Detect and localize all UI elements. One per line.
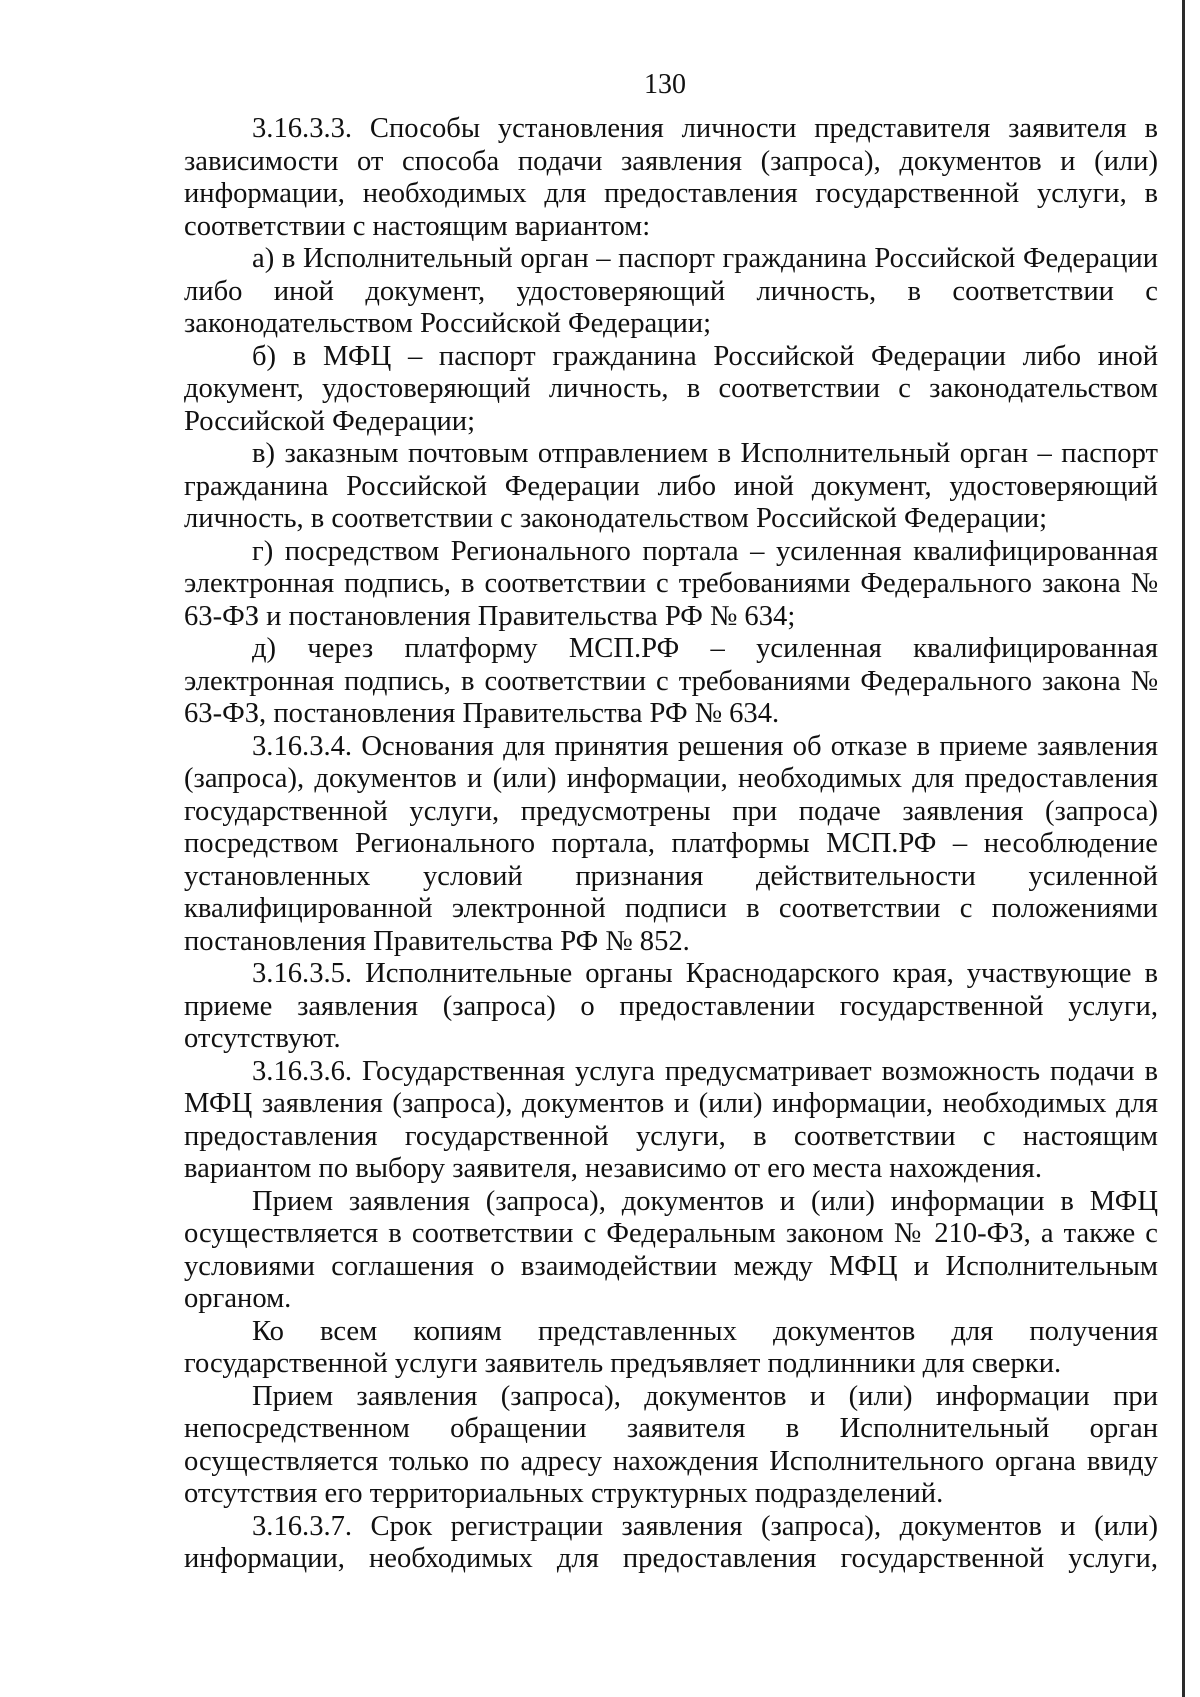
paragraph-3-16-3-6: 3.16.3.6. Государственная услуга предусматривает возможность подачи в МФЦ заявления (запроса), документов и (или) информации, необходимых для предоставления государственной услуги, в соответствии с настоящим вариантом по выбору заявителя, независимо от его места нахождения. [184,1055,1158,1184]
paragraph-item-b: б) в МФЦ – паспорт гражданина Российской Федерации либо иной документ, удостоверяющий личность, в соответствии с законодательством Российской Федерации; [184,340,1158,437]
paragraph-mfc-reception: Прием заявления (запроса), документов и (или) информации в МФЦ осуществляется в соответствии с Федеральным законом № 210-ФЗ, а также с условиями соглашения о взаимодействии между МФЦ и Исполнительным органом. [184,1185,1158,1314]
document-body [184,113,1158,1576]
paragraph-3-16-3-3: 3.16.3.3. Способы установления личности представителя заявителя в зависимости от способа подачи заявления (запроса), документов и (или) информации, необходимых для предоставления государственной услуги, в соответствии с настоящим вариантом: [184,113,1158,242]
paragraph-item-v: в) заказным почтовым отправлением в Исполнительный орган – паспорт гражданина Российской Федерации либо иной документ, удостоверяющий личность, в соответствии с законодательством Российской Федерации; [184,438,1158,534]
paragraph-item-a: а) в Исполнительный орган – паспорт гражданина Российской Федерации либо иной документ, удостоверяющий личность, в соответствии с законодательством Российской Федерации; [184,243,1158,339]
paragraph-item-g: г) посредством Регионального портала – усиленная квалифицированная электронная подпись, в соответствии с требованиями Федерального закона № 63-ФЗ и постановления Правительства РФ № 634; [184,535,1158,632]
paragraph-3-16-3-5: 3.16.3.5. Исполнительные органы Краснодарского края, участвующие в приеме заявления (запроса) о предоставлении государственной услуги, отсутствуют. [184,958,1158,1054]
paragraph-item-d: д) через платформу МСП.РФ – усиленная квалифицированная электронная подпись, в соответствии с требованиями Федерального закона № 63-ФЗ, постановления Правительства РФ № 634. [184,633,1158,729]
page-edge-line [1182,0,1185,1697]
page-number: 130 [644,69,686,100]
paragraph-3-16-3-7: 3.16.3.7. Срок регистрации заявления (запроса), документов и (или) информации, необходимых для предоставления государственной услуги, [184,1510,1158,1574]
paragraph-copies: Ко всем копиям представленных документов для получения государственной услуги заявитель предъявляет подлинники для сверки. [184,1315,1158,1379]
paragraph-direct-reception: Прием заявления (запроса), документов и (или) информации при непосредственном обращении заявителя в Исполнительный орган осуществляется только по адресу нахождения Исполнительного органа ввиду отсутствия его территориальных структурных подразделений. [184,1380,1158,1509]
paragraph-3-16-3-4: 3.16.3.4. Основания для принятия решения об отказе в приеме заявления (запроса), документов и (или) информации, необходимых для предоставления государственной услуги, предусмотрены при подаче заявления (запроса) посредством Регионального портала, платформы МСП.РФ – несоблюдение установленных условий признания действительности усиленной квалифицированной электронной подписи в соответствии с положениями постановления Правительства РФ № 852. [184,730,1158,957]
